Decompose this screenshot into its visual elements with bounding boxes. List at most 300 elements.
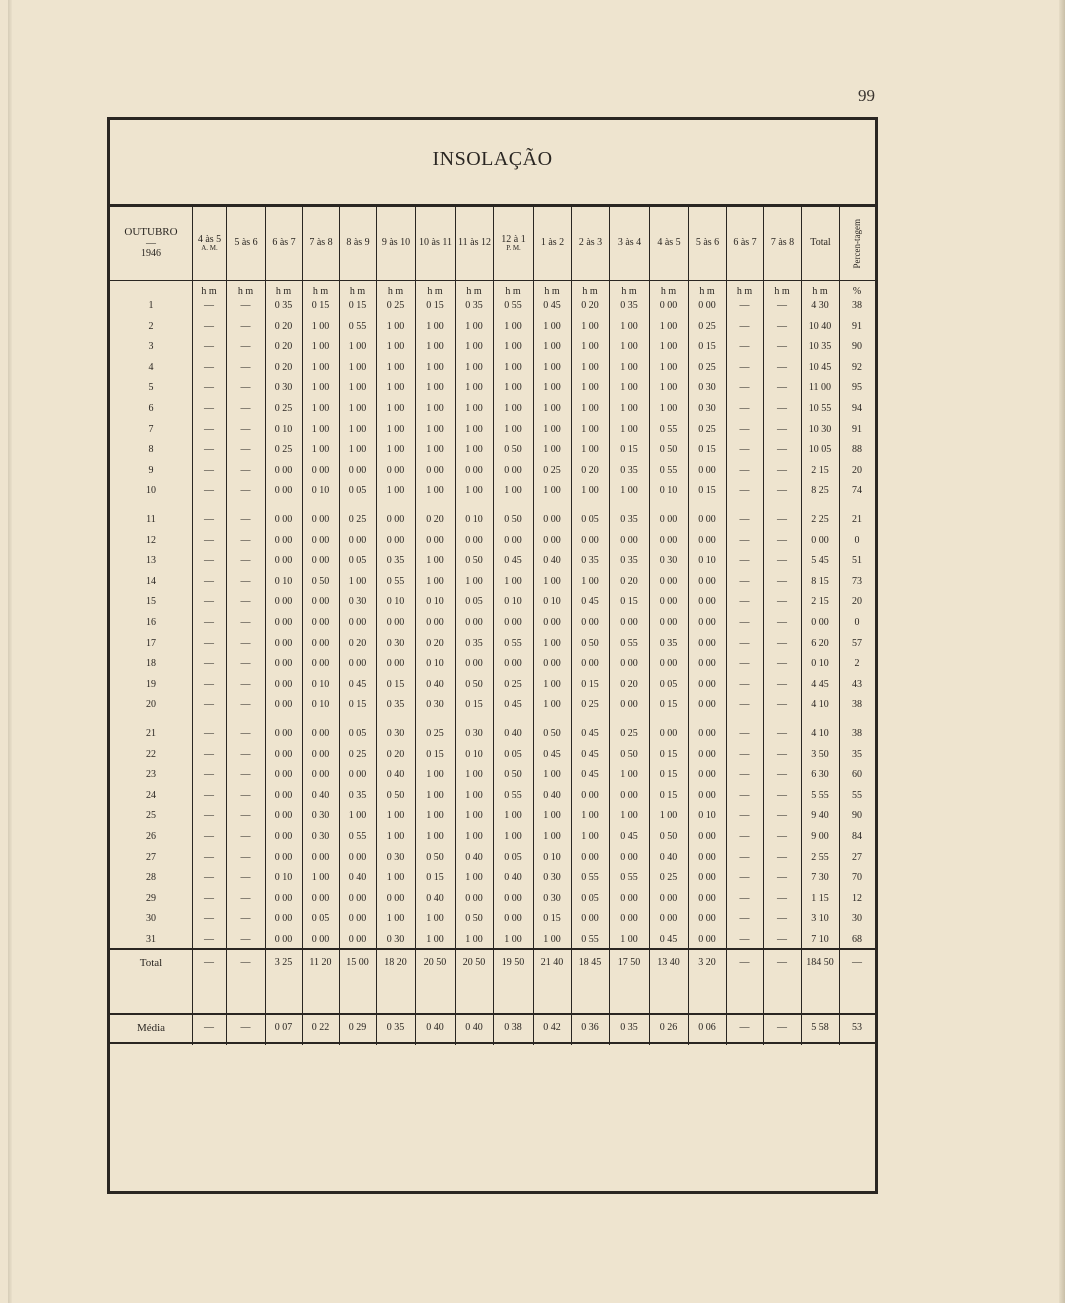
table-cell: 0 00 (274, 617, 293, 628)
table-cell: 0 30 (386, 934, 405, 945)
table-cell: 0 10 (311, 699, 330, 711)
table-cell: 10 40 (808, 320, 832, 332)
row-label: 24 (146, 789, 156, 801)
table-cell: 0 55 (348, 320, 367, 332)
table-cell: 2 15 (811, 596, 829, 608)
table-cell: 0 10 (426, 658, 444, 670)
table-cell: 1 00 (386, 423, 405, 435)
column-rule (302, 207, 303, 1045)
table-cell: 1 00 (543, 831, 561, 842)
table-cell: 0 50 (465, 555, 483, 567)
table-cell: 0 00 (659, 913, 678, 925)
table-cell: 1 00 (543, 810, 561, 822)
table-cell: 0 00 (274, 514, 293, 525)
header-col-label: 5 às 6 (695, 237, 720, 249)
table-cell: 0 25 (348, 514, 367, 525)
table-cell: 0 10 (311, 678, 330, 690)
table-cell: 0 00 (659, 596, 678, 608)
table-cell: 0 35 (620, 514, 638, 525)
column-rule (533, 207, 534, 1045)
table-cell: 51 (852, 555, 862, 567)
row-label: 15 (146, 596, 156, 608)
table-cell: 0 55 (620, 637, 638, 649)
table-cell: — (204, 678, 214, 690)
table-cell: 0 00 (504, 617, 522, 628)
table-cell: — (204, 555, 214, 567)
table-cell: — (777, 485, 787, 497)
table-cell: — (204, 300, 214, 311)
table-cell: — (777, 1022, 787, 1033)
table-cell: — (777, 444, 787, 456)
table-cell: 92 (852, 361, 862, 373)
table-cell: 0 00 (698, 300, 716, 311)
table-cell: 0 40 (543, 789, 561, 801)
table-cell: 10 45 (808, 361, 832, 373)
table-cell: 0 40 (426, 678, 444, 690)
table-cell: — (777, 403, 787, 414)
table-cell: — (204, 485, 214, 497)
table-cell: 0 00 (386, 617, 405, 628)
table-cell: 1 00 (620, 423, 638, 435)
table-cell: — (777, 957, 787, 968)
table-cell: 0 45 (504, 555, 522, 567)
table-cell: 0 55 (659, 464, 678, 476)
table-cell: 0 00 (348, 851, 367, 863)
table-cell: — (777, 361, 787, 373)
header-col-label: 8 às 9 (346, 237, 370, 249)
table-cell: 1 00 (543, 403, 561, 414)
table-cell: 1 00 (581, 403, 599, 414)
table-cell: — (204, 831, 214, 842)
table-cell: 55 (852, 789, 862, 801)
table-cell: 0 00 (274, 464, 293, 476)
row-label: 5 (148, 382, 154, 394)
header-col-label: 2 às 3 (578, 237, 603, 249)
table-cell: 1 00 (386, 872, 405, 884)
table-cell: 0 00 (504, 913, 522, 925)
table-cell: 0 00 (274, 810, 293, 822)
table-cell: 0 05 (348, 485, 367, 497)
table-cell: — (240, 382, 251, 394)
table-cell: 38 (852, 728, 862, 739)
table-cell: 0 00 (386, 892, 405, 904)
table-cell: 1 00 (659, 810, 678, 822)
table-cell: 0 35 (465, 637, 483, 649)
table-cell: 0 00 (504, 658, 522, 670)
table-cell: 1 00 (543, 485, 561, 497)
table-cell: 0 40 (426, 1022, 444, 1033)
header-percent-label: Percen-tagem (851, 218, 862, 269)
table-cell: 0 00 (311, 748, 330, 760)
table-cell: 57 (852, 637, 862, 649)
table-cell: — (204, 769, 214, 781)
table-cell: — (204, 699, 214, 711)
table-cell: 1 00 (465, 934, 483, 945)
table-cell: 5 55 (811, 789, 829, 801)
table-cell: — (240, 464, 251, 476)
table-cell: 38 (852, 699, 862, 711)
table-cell: 0 00 (386, 464, 405, 476)
header-col-label: 1 às 2 (540, 237, 565, 249)
table-cell: 0 25 (348, 748, 367, 760)
table-cell: 0 00 (311, 934, 330, 945)
table-cell: 18 20 (384, 957, 407, 968)
table-cell: 0 00 (659, 658, 678, 670)
table-cell: — (739, 769, 750, 781)
table-cell: — (204, 957, 214, 968)
table-cell: — (739, 464, 750, 476)
table-cell: 0 15 (659, 699, 678, 711)
table-cell: — (777, 423, 787, 435)
table-cell: 1 00 (543, 769, 561, 781)
table-cell: 0 30 (311, 831, 330, 842)
table-cell: — (204, 423, 214, 435)
unit-cell: h m (812, 286, 828, 297)
table-cell: 0 15 (386, 678, 405, 690)
table-cell: — (204, 382, 214, 394)
table-cell: — (240, 913, 251, 925)
table-cell: 0 00 (426, 464, 444, 476)
table-cell: 27 (852, 851, 862, 863)
table-cell: — (240, 596, 251, 608)
table-cell: — (240, 957, 251, 968)
table-cell: 0 36 (581, 1022, 599, 1033)
table-cell: 0 00 (348, 617, 367, 628)
table-cell: 0 00 (620, 658, 638, 670)
table-cell: 0 30 (386, 728, 405, 739)
table-cell: 0 10 (311, 485, 330, 497)
table-cell: 1 00 (465, 810, 483, 822)
table-cell: 0 00 (504, 464, 522, 476)
table-cell: 1 00 (504, 382, 522, 394)
table-cell: 0 00 (543, 617, 561, 628)
table-cell: 0 55 (581, 934, 599, 945)
table-cell: 1 00 (543, 575, 561, 587)
row-label: 13 (146, 555, 156, 567)
table-cell: 0 10 (274, 423, 293, 435)
table-cell: 1 00 (581, 320, 599, 332)
row-label: Total (139, 957, 163, 969)
header-col-9 (493, 207, 533, 280)
table-cell: 0 00 (274, 678, 293, 690)
row-label: 17 (146, 637, 156, 649)
table-cell: 0 05 (504, 748, 522, 760)
table-cell: — (739, 892, 750, 904)
table-cell: 1 00 (311, 361, 330, 373)
table-cell: 1 00 (620, 810, 638, 822)
table-cell: 1 00 (465, 575, 483, 587)
header-col-15 (726, 207, 763, 280)
table-cell: 0 00 (348, 892, 367, 904)
table-cell: 0 00 (311, 769, 330, 781)
table-cell: 4 10 (811, 728, 829, 739)
unit-cell: h m (237, 286, 254, 297)
column-rule (726, 207, 727, 1045)
unit-cell: h m (505, 286, 521, 297)
table-cell: 0 35 (620, 300, 638, 311)
table-cell: 7 10 (811, 934, 829, 945)
table-cell: 0 30 (698, 382, 716, 394)
header-col-12 (609, 207, 649, 280)
table-cell: 0 50 (659, 831, 678, 842)
table-cell: 0 00 (698, 892, 716, 904)
table-cell: — (240, 423, 251, 435)
table-cell: 0 00 (426, 617, 444, 628)
row-label: 3 (148, 341, 154, 353)
row-label: 16 (146, 617, 156, 628)
table-cell: 1 00 (620, 341, 638, 353)
table-cell: 0 00 (274, 748, 293, 760)
table-cell: — (739, 728, 750, 739)
table-cell: 1 00 (426, 403, 444, 414)
table-cell: 1 00 (620, 320, 638, 332)
header-col-4 (302, 207, 339, 280)
table-cell: 1 00 (348, 403, 367, 414)
table-cell: 0 20 (386, 748, 405, 760)
table-cell: — (240, 637, 251, 649)
header-col-label: 11 às 12 (458, 237, 491, 249)
table-cell: 1 00 (426, 575, 444, 587)
table-cell: — (852, 957, 862, 968)
table-cell: 0 00 (465, 617, 483, 628)
table-cell: 2 (854, 658, 860, 670)
table-cell: 0 35 (386, 555, 405, 567)
table-cell: 12 (852, 892, 862, 904)
table-cell: — (204, 789, 214, 801)
table-cell: 0 55 (504, 789, 522, 801)
table-cell: — (777, 464, 787, 476)
table-cell: 94 (852, 403, 862, 414)
table-cell: 0 30 (311, 810, 330, 822)
table-cell: 0 40 (386, 769, 405, 781)
table-cell: — (739, 831, 750, 842)
table-cell: 0 25 (698, 320, 716, 332)
table-cell: 0 00 (698, 699, 716, 711)
table-cell: — (240, 617, 251, 628)
table-cell: 1 00 (386, 341, 405, 353)
table-cell: 8 15 (811, 575, 829, 587)
table-cell: 0 00 (311, 617, 330, 628)
table-cell: 1 00 (465, 789, 483, 801)
table-cell: 38 (852, 300, 862, 311)
table-cell: 0 25 (274, 403, 293, 414)
table-cell: 1 00 (426, 831, 444, 842)
header-col-sub: A. M. (201, 244, 218, 253)
row-label: 11 (146, 514, 156, 525)
table-cell: 0 00 (465, 892, 483, 904)
table-cell: 74 (852, 485, 862, 497)
table-cell: 0 10 (465, 748, 483, 760)
table-cell: 0 00 (581, 851, 599, 863)
table-cell: — (240, 892, 251, 904)
table-cell: 0 50 (504, 444, 522, 456)
table-cell: — (204, 575, 214, 587)
row-label: 31 (146, 934, 156, 945)
table-cell: 1 00 (311, 403, 330, 414)
table-cell: 0 00 (274, 485, 293, 497)
row-label: 14 (146, 575, 156, 587)
column-rule (493, 207, 494, 1045)
column-rule (265, 207, 266, 1045)
table-cell: 20 (852, 464, 862, 476)
table-cell: — (739, 699, 750, 711)
table-cell: 0 00 (620, 851, 638, 863)
table-cell: 0 30 (426, 699, 444, 711)
table-cell: 0 00 (311, 637, 330, 649)
table-cell: 1 00 (348, 341, 367, 353)
unit-cell: h m (544, 286, 560, 297)
table-cell: 1 00 (465, 831, 483, 842)
column-rule (649, 207, 650, 1045)
unit-cell: h m (466, 286, 482, 297)
table-cell: 0 15 (426, 872, 444, 884)
table-cell: 0 50 (426, 851, 444, 863)
table-cell: 0 20 (274, 341, 293, 353)
table-cell: 0 40 (504, 728, 522, 739)
table-cell: 0 20 (426, 637, 444, 649)
table-cell: 1 00 (426, 382, 444, 394)
table-cell: — (240, 361, 251, 373)
table-cell: — (739, 444, 750, 456)
table-cell: — (739, 341, 750, 353)
row-label: 27 (146, 851, 156, 863)
insolation-table (107, 117, 878, 1194)
table-cell: 90 (852, 341, 862, 353)
table-cell: 0 15 (659, 789, 678, 801)
table-cell: — (739, 934, 750, 945)
table-cell: 0 38 (504, 1022, 522, 1033)
header-col-label: 5 às 6 (234, 237, 258, 249)
table-cell: 1 00 (543, 678, 561, 690)
table-cell: 0 00 (698, 872, 716, 884)
table-cell: — (739, 678, 750, 690)
table-cell: 9 40 (811, 810, 829, 822)
table-cell: 0 15 (620, 444, 638, 456)
table-cell: 0 00 (274, 934, 293, 945)
header-col-2 (226, 207, 265, 280)
table-cell: 0 00 (659, 534, 678, 546)
table-cell: 0 25 (426, 728, 444, 739)
binding-edge (8, 0, 12, 1303)
table-cell: 1 00 (581, 423, 599, 435)
table-cell: 0 15 (543, 913, 561, 925)
table-cell: 91 (852, 423, 862, 435)
table-cell: 0 15 (311, 300, 330, 311)
table-cell: 0 40 (543, 555, 561, 567)
table-cell: 1 00 (543, 341, 561, 353)
table-cell: 0 10 (811, 658, 829, 670)
table-cell: 0 30 (659, 555, 678, 567)
table-cell: — (739, 320, 750, 332)
table-cell: 1 00 (311, 341, 330, 353)
table-cell: — (777, 728, 787, 739)
unit-cell: h m (312, 286, 329, 297)
table-cell: 1 00 (581, 382, 599, 394)
table-cell: 0 00 (698, 728, 716, 739)
header-col-label: 4 às 5 (197, 233, 222, 245)
table-cell: 0 00 (698, 596, 716, 608)
table-cell: 0 00 (581, 789, 599, 801)
table-cell: — (240, 514, 251, 525)
table-cell: 0 35 (620, 1022, 638, 1033)
table-cell: — (739, 382, 750, 394)
table-cell: 1 00 (581, 831, 599, 842)
table-cell: 0 40 (426, 892, 444, 904)
table-cell: 1 15 (811, 892, 829, 904)
table-cell: 1 00 (348, 361, 367, 373)
table-cell: 15 00 (346, 957, 369, 968)
table-cell: 1 00 (659, 403, 678, 414)
table-cell: 0 00 (698, 534, 716, 546)
table-cell: 0 30 (698, 403, 716, 414)
column-rule (571, 207, 572, 1045)
table-cell: 0 00 (311, 658, 330, 670)
table-cell: 1 00 (465, 320, 483, 332)
table-cell: 0 45 (620, 831, 638, 842)
table-cell: 1 00 (465, 361, 483, 373)
header-month-name: OUTUBRO (124, 226, 178, 239)
table-cell: 0 35 (348, 789, 367, 801)
table-cell: — (204, 1022, 214, 1033)
table-cell: 73 (852, 575, 862, 587)
table-cell: 0 (854, 617, 860, 628)
table-cell: — (739, 913, 750, 925)
table-cell: 0 10 (543, 596, 561, 608)
column-rule (839, 207, 840, 1045)
table-cell: 0 00 (698, 934, 716, 945)
table-cell: 1 00 (543, 637, 561, 649)
header-col-6 (376, 207, 415, 280)
table-cell: — (777, 658, 787, 670)
table-cell: 0 00 (698, 575, 716, 587)
table-cell: 1 00 (386, 320, 405, 332)
table-cell: 1 00 (543, 423, 561, 435)
table-cell: 0 00 (274, 534, 293, 546)
table-cell: 0 40 (311, 789, 330, 801)
table-cell: 1 00 (465, 444, 483, 456)
table-cell: — (240, 485, 251, 497)
table-cell: — (204, 596, 214, 608)
table-cell: 0 00 (311, 851, 330, 863)
unit-cell: h m (736, 286, 753, 297)
table-cell: 0 10 (659, 485, 678, 497)
table-cell: 0 00 (543, 534, 561, 546)
row-label: 21 (146, 728, 156, 739)
table-cell: 0 45 (543, 300, 561, 311)
table-cell: 0 40 (465, 1022, 483, 1033)
table-cell: 1 00 (581, 575, 599, 587)
table-cell: — (240, 658, 251, 670)
table-cell: 0 50 (504, 769, 522, 781)
table-cell: 0 10 (698, 555, 716, 567)
table-cell: 1 00 (386, 913, 405, 925)
table-cell: 0 45 (348, 678, 367, 690)
table-cell: — (204, 748, 214, 760)
table-cell: 1 00 (620, 934, 638, 945)
table-cell: 1 00 (348, 810, 367, 822)
row-label: 4 (148, 361, 154, 373)
table-cell: 0 00 (620, 892, 638, 904)
row-label: 26 (146, 831, 156, 842)
table-cell: 1 00 (465, 341, 483, 353)
table-cell: 0 10 (698, 810, 716, 822)
table-cell: — (240, 575, 251, 587)
table-cell: 1 00 (386, 444, 405, 456)
table-cell: 0 25 (274, 444, 293, 456)
table-cell: 20 (852, 596, 862, 608)
table-cell: 0 00 (698, 637, 716, 649)
table-cell: 0 25 (698, 361, 716, 373)
